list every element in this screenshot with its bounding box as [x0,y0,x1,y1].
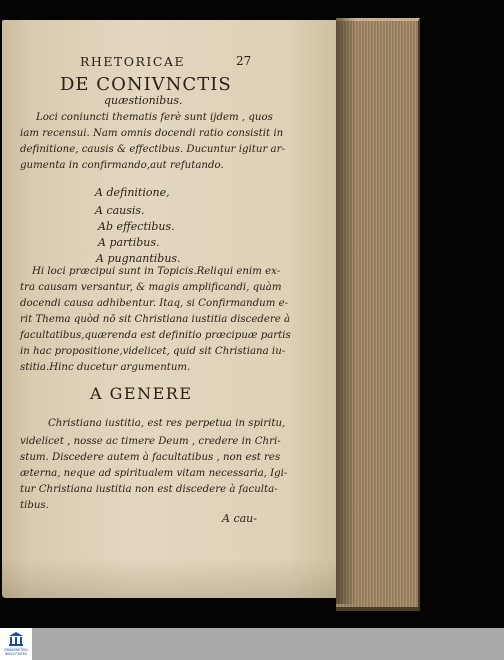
page-number: 27 [236,54,252,68]
page-edges-shadow [336,18,356,604]
chapter-subheading: quæstionibus. [104,94,183,107]
text-line: docendi causa adhibentur. Itaq, si Confirmandum e- [20,298,289,309]
text-line: definitione, causis & effectibus. Ducuntur igitur ar- [20,144,285,155]
text-line: rit Thema quòd nō sit Christiana iustitia discedere à [20,314,291,325]
text-line: videlicet , nosse ac timere Deum , credere in Chri- [20,436,281,447]
viewer-footer-bar [0,628,504,660]
text-line: iam recensui. Nam omnis docendi ratio consistit in [20,128,284,139]
text-line: æterna, neque ad spiritualem vitam necessaria, Igi- [20,468,288,479]
text-line: gumenta in confirmando,aut refutando. [20,160,224,171]
library-logo[interactable] [0,628,32,660]
list-item: A definitione, [95,186,170,199]
text-line: Hi loci præcipui sunt in Topicis.Reliqui enim ex- [32,266,281,277]
section-heading: A GENERE [90,384,193,403]
text-line: Loci coniuncti thematis ferè sunt ijdem , quos [36,112,273,123]
list-item: A causis. [95,204,145,217]
text-line: Christiana iustitia, est res perpetua in spiritu, [48,418,286,429]
library-logo-text: DRAKENSTEIN BIBLIOTHEEK [4,648,28,656]
running-head: RHETORICAE [80,54,186,69]
chapter-heading: DE CONIVNCTIS [60,74,232,95]
list-item: Ab effectibus. [98,220,175,233]
text-line: tibus. [20,500,49,511]
text-line: in hac propositione,videlicet, quid sit Christiana iu- [20,346,286,357]
text-line: tur Christiana iustitia non est discedere à faculta- [20,484,278,495]
text-line: tra causam versantur, & magis amplificandi, quàm [20,282,282,293]
catchword: A cau- [222,512,257,525]
list-item: A partibus. [98,236,160,249]
text-line: facultatibus,quærenda est definitio præcipuæ partis [20,330,291,341]
building-icon [8,631,24,647]
text-line: stum. Discedere autem à facultatibus , non est res [20,452,281,463]
text-line: stitia.Hinc ducetur argumentum. [20,362,191,373]
list-item: A pugnantibus. [96,252,181,265]
